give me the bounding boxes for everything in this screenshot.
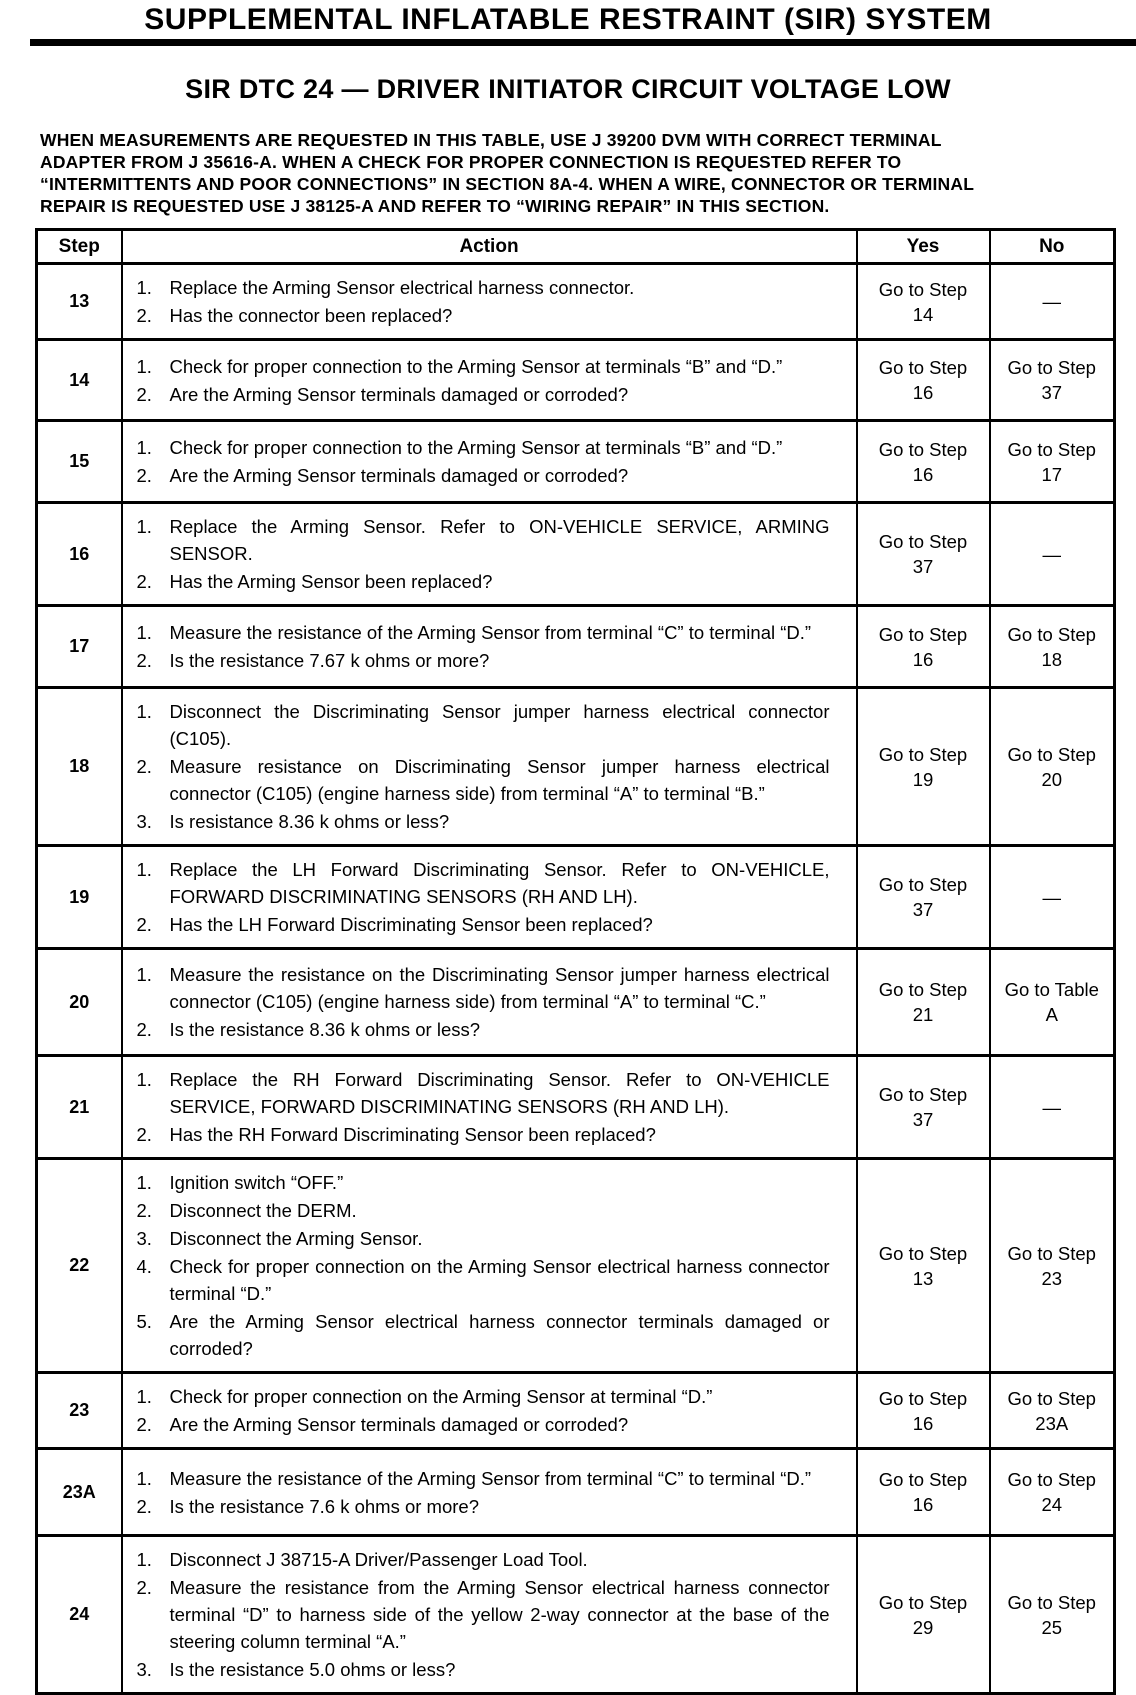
- action-item-number: 2.: [136, 1200, 152, 1221]
- table-row-step-18: [37, 688, 1115, 846]
- step-cell: 19: [37, 846, 122, 949]
- action-item: [137, 1383, 830, 1410]
- action-cell: [122, 1449, 857, 1536]
- action-item-text: Replace the Arming Sensor. Refer to ON-VEHICLE SERVICE, ARMING SENSOR.: [169, 516, 830, 564]
- action-item-text: Check for proper connection on the Arming Sensor electrical harness connector terminal “D.”: [169, 1256, 830, 1304]
- go-line: 20: [1041, 768, 1063, 790]
- page-header-title: SUPPLEMENTAL INFLATABLE RESTRAINT (SIR) SYSTEM: [144, 3, 992, 36]
- action-item-number: 2.: [136, 1019, 152, 1040]
- action-item-number: 1.: [136, 437, 152, 458]
- go-line: Go to Step: [1007, 1387, 1096, 1409]
- action-item-number: 1.: [136, 1549, 152, 1570]
- table-row-step-24: [37, 1536, 1115, 1694]
- action-item-text: Measure the resistance of the Arming Sensor from terminal “C” to terminal “D.”: [169, 1467, 812, 1489]
- action-cell: [122, 503, 857, 606]
- action-item-number: 5.: [136, 1311, 152, 1332]
- go-line: Go to Step: [878, 438, 968, 460]
- action-item-number: 2.: [136, 1414, 152, 1435]
- table-row-step-17: [37, 606, 1115, 688]
- action-item: [137, 1656, 830, 1683]
- action-item-number: 1.: [136, 1172, 152, 1193]
- go-line: 16: [912, 382, 934, 403]
- action-item-text: Is resistance 8.36 k ohms or less?: [169, 811, 450, 832]
- action-item-text: Check for proper connection to the Arming Sensor at terminals “B” and “D.”: [169, 355, 783, 377]
- action-item: [137, 1169, 830, 1196]
- action-item-text: Replace the RH Forward Discriminating Sensor. Refer to ON-VEHICLE SERVICE, FORWARD DISCRIMINATING SENSORS (RH AND LH).: [169, 1069, 830, 1117]
- intro-line: REPAIR IS REQUESTED USE J 38125-A AND REFER TO “WIRING REPAIR” IN THIS SECTION.: [40, 196, 830, 216]
- step-cell: 13: [37, 264, 122, 340]
- action-item-text: Is the resistance 7.6 k ohms or more?: [169, 1495, 479, 1517]
- action-item-text: Has the RH Forward Discriminating Sensor been replaced?: [169, 1124, 656, 1145]
- action-item-number: 2.: [136, 1124, 152, 1145]
- go-line: —: [1042, 1096, 1061, 1118]
- table-header-row: [37, 230, 1115, 264]
- no-cell: [990, 688, 1115, 846]
- step-cell: 18: [37, 688, 122, 846]
- diagnostic-table: [35, 228, 1116, 1695]
- go-line: 16: [912, 463, 934, 485]
- go-line: —: [1042, 886, 1061, 908]
- yes-cell: [857, 606, 990, 688]
- action-item-number: 3.: [136, 1228, 152, 1249]
- go-line: 16: [912, 648, 934, 670]
- go-line: Go to Step: [1007, 623, 1096, 645]
- action-item-text: Has the connector been replaced?: [169, 305, 453, 326]
- action-item-number: 2.: [136, 914, 152, 935]
- table-row-step-23: [37, 1373, 1115, 1449]
- action-item-text: Disconnect the DERM.: [169, 1200, 357, 1221]
- step-cell: 20: [37, 949, 122, 1056]
- action-cell: [122, 949, 857, 1056]
- action-item: [137, 1411, 830, 1438]
- action-item-text: Replace the Arming Sensor electrical harness connector.: [169, 277, 635, 298]
- step-cell: 23: [37, 1373, 122, 1449]
- action-item-number: 1.: [136, 859, 152, 880]
- action-item-text: Measure the resistance on the Discriminating Sensor jumper harness electrical connector (C105) (engine harness side) from terminal “A” to terminal “C.”: [169, 964, 830, 1012]
- go-line: —: [1042, 291, 1061, 312]
- step-cell: 15: [37, 421, 122, 503]
- no-cell: [990, 1373, 1115, 1449]
- go-line: Go to Step: [878, 1387, 968, 1409]
- go-line: Go to Step: [1007, 1591, 1096, 1613]
- action-cell: [122, 1159, 857, 1373]
- no-cell: [990, 1056, 1115, 1159]
- no-cell: [990, 340, 1115, 421]
- table-row-step-22: [37, 1159, 1115, 1373]
- go-line: Go to Step: [878, 874, 968, 895]
- action-item-number: 2.: [136, 756, 152, 777]
- action-item: [137, 1066, 830, 1120]
- action-item: [137, 1546, 830, 1573]
- action-item-text: Are the Arming Sensor electrical harness connector terminals damaged or corroded?: [169, 1311, 830, 1359]
- yes-cell: [857, 949, 990, 1056]
- col-header-yes: Yes: [857, 230, 990, 264]
- no-cell: [990, 1159, 1115, 1373]
- action-item-number: 1.: [136, 964, 152, 985]
- go-line: Go to Step: [878, 1469, 968, 1490]
- action-item-text: Measure the resistance from the Arming Sensor electrical harness connector terminal “D” to harness side of the yellow 2-way connector at the base of the steering column terminal “A.”: [169, 1577, 830, 1652]
- yes-cell: [857, 1536, 990, 1694]
- no-cell: [990, 1449, 1115, 1536]
- action-item-text: Ignition switch “OFF.”: [169, 1172, 344, 1193]
- yes-cell: [857, 421, 990, 503]
- go-line: Go to Step: [878, 531, 968, 552]
- go-line: 24: [1041, 1494, 1063, 1515]
- action-item-number: 2.: [136, 465, 152, 486]
- go-line: Go to Step: [878, 979, 968, 1000]
- action-item-text: Disconnect J 38715-A Driver/Passenger Load Tool.: [169, 1549, 588, 1570]
- yes-cell: [857, 688, 990, 846]
- action-item: [137, 1225, 830, 1252]
- go-line: Go to Step: [1007, 438, 1096, 460]
- action-item: [137, 961, 830, 1015]
- table-row-step-19: [37, 846, 1115, 949]
- no-cell: [990, 264, 1115, 340]
- action-item-text: Are the Arming Sensor terminals damaged or corroded?: [169, 1414, 629, 1435]
- step-cell: 23A: [37, 1449, 122, 1536]
- intro-paragraph: [40, 129, 1106, 217]
- action-item: [137, 856, 830, 910]
- header-rule: [30, 39, 1136, 46]
- action-item: [137, 381, 830, 408]
- table-row-step-14: [37, 340, 1115, 421]
- action-item-number: 2.: [136, 571, 152, 592]
- step-cell: 22: [37, 1159, 122, 1373]
- go-line: 18: [1041, 648, 1063, 670]
- action-item: [137, 353, 830, 380]
- action-item: [137, 274, 830, 301]
- no-cell: [990, 846, 1115, 949]
- action-item-number: 1.: [136, 1386, 152, 1407]
- action-item-number: 1.: [136, 355, 152, 377]
- action-item-number: 3.: [136, 1659, 152, 1680]
- step-cell: 21: [37, 1056, 122, 1159]
- action-item: [137, 513, 830, 567]
- go-line: 37: [1041, 382, 1063, 403]
- go-line: Go to Step: [878, 1591, 968, 1613]
- go-line: —: [1042, 543, 1061, 565]
- go-line: 23: [1041, 1267, 1063, 1289]
- action-item-text: Measure the resistance of the Arming Sensor from terminal “C” to terminal “D.”: [169, 622, 812, 643]
- table-row-step-16: [37, 503, 1115, 606]
- go-line: 16: [912, 1494, 934, 1515]
- action-item-text: Replace the LH Forward Discriminating Sensor. Refer to ON-VEHICLE, FORWARD DISCRIMINATING SENSORS (RH AND LH).: [169, 859, 830, 907]
- go-line: Go to Step: [878, 357, 968, 378]
- action-item-number: 4.: [136, 1256, 152, 1277]
- yes-cell: [857, 340, 990, 421]
- action-item-text: Check for proper connection on the Arming Sensor at terminal “D.”: [169, 1386, 713, 1407]
- action-item-number: 1.: [136, 622, 152, 643]
- table-row-step-13: [37, 264, 1115, 340]
- action-item: [137, 1121, 830, 1148]
- intro-line: “INTERMITTENTS AND POOR CONNECTIONS” IN SECTION 8A-4. WHEN A WIRE, CONNECTOR OR TERMINAL: [40, 174, 975, 194]
- step-cell: 24: [37, 1536, 122, 1694]
- yes-cell: [857, 846, 990, 949]
- step-cell: 17: [37, 606, 122, 688]
- action-item-text: Disconnect the Arming Sensor.: [169, 1228, 423, 1249]
- go-line: Go to Step: [1007, 743, 1096, 765]
- action-item-text: Is the resistance 5.0 ohms or less?: [169, 1659, 456, 1680]
- go-line: Go to Step: [1007, 1469, 1096, 1490]
- go-line: 19: [912, 768, 934, 790]
- yes-cell: [857, 503, 990, 606]
- go-line: 16: [912, 1412, 934, 1434]
- action-item: [137, 1253, 830, 1307]
- go-line: 23A: [1035, 1412, 1069, 1434]
- yes-cell: [857, 1449, 990, 1536]
- no-cell: [990, 1536, 1115, 1694]
- no-cell: [990, 606, 1115, 688]
- go-line: A: [1045, 1004, 1058, 1025]
- yes-cell: [857, 264, 990, 340]
- action-item-text: Check for proper connection to the Arming Sensor at terminals “B” and “D.”: [169, 437, 783, 458]
- go-line: Go to Step: [878, 743, 968, 765]
- action-item: [137, 302, 830, 329]
- action-cell: [122, 1373, 857, 1449]
- action-cell: [122, 846, 857, 949]
- action-cell: [122, 606, 857, 688]
- action-item-number: 2.: [136, 650, 152, 671]
- table-row-step-15: [37, 421, 1115, 503]
- action-cell: [122, 1056, 857, 1159]
- intro-line: WHEN MEASUREMENTS ARE REQUESTED IN THIS TABLE, USE J 39200 DVM WITH CORRECT TERMINAL: [40, 130, 942, 150]
- action-item: [137, 808, 830, 835]
- action-item: [137, 1465, 830, 1492]
- action-item: [137, 619, 830, 646]
- go-line: Go to Step: [1007, 357, 1096, 378]
- go-line: Go to Step: [878, 1084, 968, 1105]
- go-line: 29: [912, 1616, 934, 1638]
- go-line: Go to Step: [1007, 1242, 1096, 1264]
- action-item: [137, 434, 830, 461]
- action-item-text: Are the Arming Sensor terminals damaged or corroded?: [169, 465, 629, 486]
- action-item: [137, 1308, 830, 1362]
- go-line: Go to Table: [1004, 979, 1099, 1000]
- action-item: [137, 1016, 830, 1043]
- action-item: [137, 462, 830, 489]
- go-line: 37: [912, 556, 934, 577]
- col-header-step: Step: [37, 230, 122, 264]
- action-item-number: 2.: [136, 305, 152, 326]
- action-item-text: Disconnect the Discriminating Sensor jumper harness electrical connector (C105).: [169, 701, 830, 749]
- table-row-step-23A: [37, 1449, 1115, 1536]
- go-line: 21: [912, 1004, 934, 1025]
- table-row-step-21: [37, 1056, 1115, 1159]
- action-item-text: Measure resistance on Discriminating Sensor jumper harness electrical connector (C105) (engine harness side) from terminal “A” to terminal “B.”: [169, 756, 830, 804]
- action-item: [137, 1197, 830, 1224]
- intro-line: ADAPTER FROM J 35616-A. WHEN A CHECK FOR PROPER CONNECTION IS REQUESTED REFER TO: [40, 152, 902, 172]
- action-item: [137, 647, 830, 674]
- action-item-number: 2.: [136, 1577, 152, 1598]
- go-line: Go to Step: [878, 278, 968, 300]
- action-item-text: Is the resistance 8.36 k ohms or less?: [169, 1019, 481, 1040]
- step-cell: 16: [37, 503, 122, 606]
- action-item-text: Has the Arming Sensor been replaced?: [169, 571, 493, 592]
- col-header-action: Action: [122, 230, 857, 264]
- table-row-step-20: [37, 949, 1115, 1056]
- action-item: [137, 698, 830, 752]
- action-item: [137, 1574, 830, 1655]
- action-cell: [122, 264, 857, 340]
- action-item: [137, 911, 830, 938]
- action-item-text: Has the LH Forward Discriminating Sensor been replaced?: [169, 914, 653, 935]
- go-line: 37: [912, 1109, 934, 1130]
- action-item-number: 2.: [136, 1495, 152, 1517]
- yes-cell: [857, 1373, 990, 1449]
- action-item-number: 1.: [136, 277, 152, 298]
- go-line: Go to Step: [878, 623, 968, 645]
- dtc-table-title: SIR DTC 24 — DRIVER INITIATOR CIRCUIT VOLTAGE LOW: [185, 74, 951, 104]
- col-header-no: No: [990, 230, 1115, 264]
- action-cell: [122, 688, 857, 846]
- action-item: [137, 1493, 830, 1520]
- action-cell: [122, 1536, 857, 1694]
- action-item: [137, 568, 830, 595]
- action-item-number: 1.: [136, 701, 152, 722]
- no-cell: [990, 949, 1115, 1056]
- no-cell: [990, 503, 1115, 606]
- action-item-number: 2.: [136, 383, 152, 405]
- action-item-text: Are the Arming Sensor terminals damaged or corroded?: [169, 383, 629, 405]
- go-line: 37: [912, 899, 934, 920]
- action-cell: [122, 340, 857, 421]
- action-item-text: Is the resistance 7.67 k ohms or more?: [169, 650, 490, 671]
- go-line: 14: [912, 303, 934, 325]
- go-line: 13: [912, 1267, 934, 1289]
- action-cell: [122, 421, 857, 503]
- go-line: Go to Step: [878, 1242, 968, 1264]
- go-line: 25: [1041, 1616, 1063, 1638]
- step-cell: 14: [37, 340, 122, 421]
- action-item-number: 1.: [136, 1467, 152, 1489]
- yes-cell: [857, 1056, 990, 1159]
- action-item-number: 1.: [136, 1069, 152, 1090]
- go-line: 17: [1041, 463, 1063, 485]
- no-cell: [990, 421, 1115, 503]
- action-item-number: 3.: [136, 811, 152, 832]
- action-item: [137, 753, 830, 807]
- yes-cell: [857, 1159, 990, 1373]
- action-item-number: 1.: [136, 516, 152, 537]
